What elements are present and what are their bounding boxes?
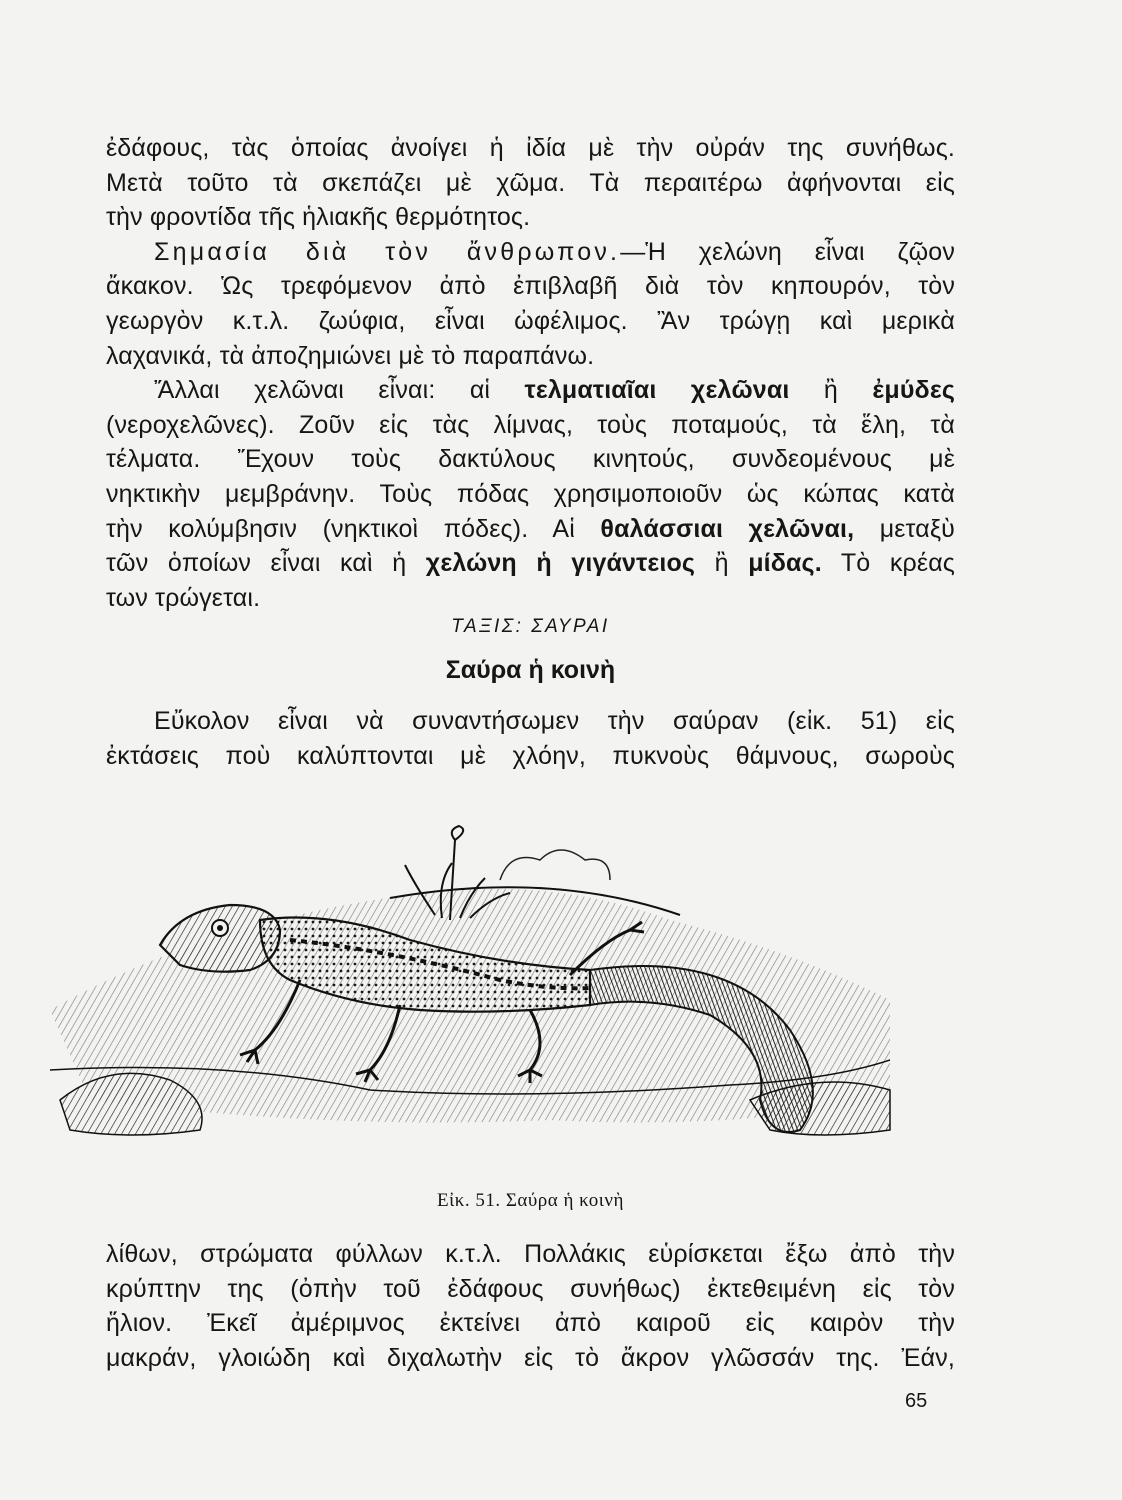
- text-line: λίθων, στρώματα φύλλων κ.τ.λ. Πολλάκις εὑρίσκεται ἔξω ἀπὸ τὴν: [106, 1240, 955, 1268]
- text-line: μακράν, γλοιώδη καὶ διχαλωτὴν εἰς τὸ ἄκρον γλῶσσάν της. Ἐάν,: [106, 1343, 955, 1372]
- lizard-text-continued: [106, 1237, 955, 1375]
- term-emydes: ἐμύδες: [872, 376, 955, 405]
- text-fragment: ἢ: [789, 376, 873, 405]
- text-line: Μετὰ τοῦτο τὰ σκεπάζει μὲ χῶμα. Τὰ περαιτέρω ἀφήνονται εἰς: [106, 168, 955, 197]
- order-heading: ΤΑΞΙΣ: ΣΑΥΡΑΙ: [451, 616, 610, 637]
- text-fragment: τῶν ὁποίων εἶναι καὶ ἡ: [106, 549, 426, 578]
- text-fragment: Ἄλλαι χελῶναι εἶναι: αἱ: [154, 376, 525, 405]
- text-line: [106, 512, 955, 547]
- text-line: ἐκτάσεις ποὺ καλύπτονται μὲ χλόην, πυκνοὺς θάμνους, σωροὺς: [106, 741, 955, 770]
- text-fragment: ἢ: [695, 549, 749, 578]
- text-line: ἄκακον. Ὡς τρεφόμενον ἀπὸ ἐπιβλαβῆ διὰ τὸν κηπουρόν, τὸν: [106, 272, 955, 301]
- text-line: (νεροχελῶνες). Ζοῦν εἰς τὰς λίμνας, τοὺς ποταμούς, τὰ ἕλη, τὰ: [106, 410, 955, 439]
- text-fragment: τὴν κολύμβησιν (νηκτικοὶ πόδες). Αἱ: [106, 514, 601, 543]
- figure-caption: Εἰκ. 51. Σαύρα ἡ κοινὴ: [437, 1190, 624, 1211]
- term-midas: μίδας.: [748, 549, 822, 578]
- term-giant-turtle: χελώνη ἡ γιγάντειος: [425, 549, 696, 578]
- text-line: [106, 373, 955, 408]
- text-line: ἐδάφους, τὰς ὁποίας ἀνοίγει ἡ ἰδία μὲ τὴν οὐράν της συνήθως.: [106, 134, 955, 162]
- text-fragment: —Ἡ χελώνη εἶναι ζῷον: [620, 237, 955, 266]
- lizard-illustration-icon: [30, 800, 920, 1170]
- page-number: 65: [905, 1390, 928, 1412]
- text-line: Εὔκολον εἶναι νὰ συναντήσωμεν τὴν σαύραν (εἰκ. 51) εἰς: [154, 707, 955, 735]
- text-line: τέλματα. Ἔχουν τοὺς δακτύλους κινητούς, συνδεομένους μὲ: [106, 445, 955, 474]
- text-line: λαχανικά, τὰ ἀποζημιώνει μὲ τὸ παραπάνω.: [106, 341, 595, 370]
- text-line: νηκτικὴν μεμβράνην. Τοὺς πόδας χρησιμοποιοῦν ὡς κώπας κατὰ: [106, 479, 955, 508]
- lizard-figure: [30, 800, 920, 1170]
- text-fragment: Τὸ κρέας: [821, 549, 955, 578]
- text-line: των τρώγεται.: [106, 583, 261, 612]
- species-heading: Σαύρα ἡ κοινὴ: [445, 656, 616, 684]
- term-marsh-turtles: τελματιαῖαι χελῶναι: [524, 376, 790, 405]
- importance-heading: Σημασία διὰ τὸν ἄνθρωπον.: [154, 237, 621, 266]
- text-line: [106, 546, 955, 581]
- text-fragment: μεταξὺ: [854, 514, 955, 543]
- lizard-intro-block: [106, 704, 955, 773]
- term-sea-turtles: θαλάσσιαι χελῶναι,: [600, 514, 855, 543]
- importance-paragraph-first-line: [106, 235, 955, 270]
- text-line: κρύπτην της (ὀπὴν τοῦ ἐδάφους συνήθως) ἐκτεθειμένη εἰς τὸν: [106, 1274, 955, 1303]
- text-line: γεωργὸν κ.τ.λ. ζωύφια, εἶναι ὠφέλιμος. Ἂν τρώγῃ καὶ μερικὰ: [106, 306, 955, 335]
- text-line: τὴν φροντίδα τῆς ἡλιακῆς θερμότητος.: [106, 203, 531, 232]
- text-line: ἥλιον. Ἐκεῖ ἀμέριμνος ἐκτείνει ἀπὸ καιροῦ εἰς καιρὸν τὴν: [106, 1309, 955, 1338]
- turtle-text-block: [106, 131, 955, 615]
